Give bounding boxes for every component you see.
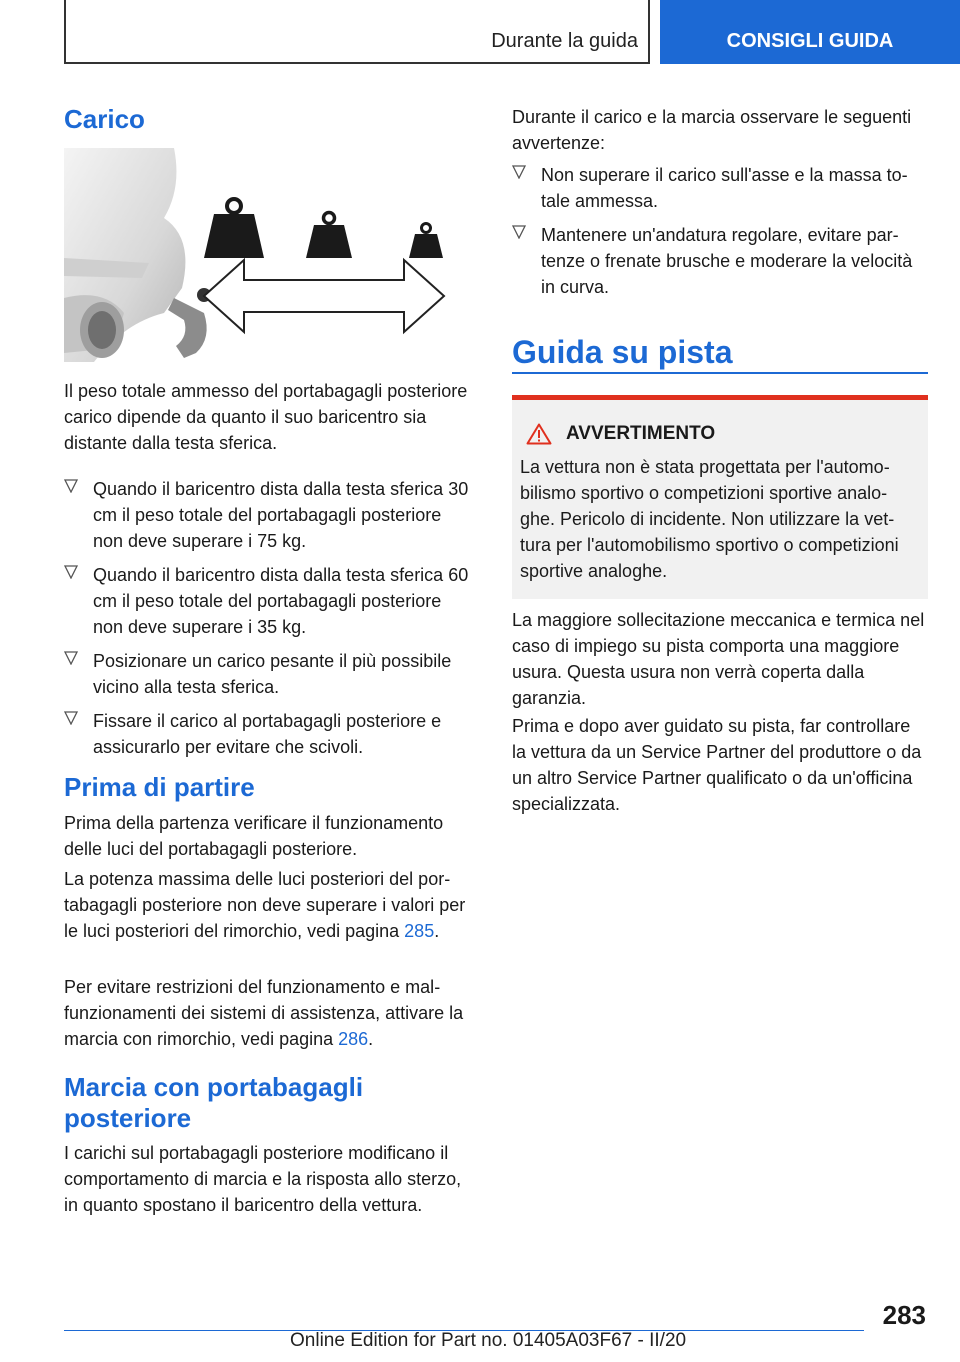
carico-heading: Carico [64, 104, 145, 134]
chapter-tab[interactable]: CONSIGLI GUIDA [660, 0, 960, 64]
page-link-285[interactable]: 285 [404, 921, 435, 941]
page-link-286[interactable]: 286 [338, 1029, 369, 1049]
warning-text: La vettura non è stata progettata per l'automobilismo sportivo o competizioni sportive analoghe. Pericolo di incidente. Non utilizzare la vettura per l'automobilismo sportivo o competizioni sportive analoghe. [520, 457, 899, 581]
pista-paragraph-1: La maggiore sollecitazione meccanica e termica nel caso di impiego su pista comporta una maggiore usura. Questa usura non verrà coperta dalla garanzia. [512, 610, 925, 708]
list-item: Fissare il carico al portabagagli posteriore e assicurarlo per evitare che scivoli. [64, 708, 476, 760]
footer-edition: Online Edition for Part no. 01405A03F67 - II/20 [290, 1330, 687, 1351]
right-list [512, 162, 928, 300]
warning-box [512, 395, 928, 599]
carico-intro: Il peso totale ammesso del portabagagli posteriore carico dipende da quanto il suo baricentro sia distante dalla testa sferica. [64, 381, 468, 453]
triangle-bullet-icon [64, 479, 78, 493]
list-item: Non superare il carico sull'asse e la massa totale ammessa. [512, 162, 928, 214]
prima-heading: Prima di partire [64, 772, 255, 802]
warning-title [520, 422, 916, 446]
marcia-paragraph: I carichi sul portabagagli posteriore modificano il comportamento di marcia e la risposta allo sterzo, in quanto spostano il baricentro della vettura. [64, 1143, 462, 1215]
prima-paragraph-2: La potenza massima delle luci posteriori del portabagagli posteriore non deve superare i valori per le luci posteriori del rimorchio, vedi pagina 285. [64, 869, 466, 941]
right-intro: Durante il carico e la marcia osservare le seguenti avvertenze: [512, 107, 912, 153]
prima-paragraph-3: Per evitare restrizioni del funzionamento e malfunzionamenti dei sistemi di assistenza, attivare la marcia con rimorchio, vedi pagina 286. [64, 977, 464, 1049]
pista-paragraph-2: Prima e dopo aver guidato su pista, far controllare la vettura da un Service Partner del produttore o da un altro Service Partner qualificato o da un'officina specializzata. [512, 716, 922, 814]
triangle-bullet-icon [64, 565, 78, 579]
heading-rule [512, 372, 928, 374]
triangle-bullet-icon [64, 711, 78, 725]
prima-paragraph-1: Prima della partenza verificare il funzionamento delle luci del portabagagli posteriore. [64, 813, 444, 859]
triangle-bullet-icon [512, 165, 526, 179]
warning-label: AVVERTIMENTO [566, 423, 716, 444]
load-distance-illustration [64, 148, 476, 362]
list-item: Posizionare un carico pesante il più possibile vicino alla testa sferica. [64, 648, 476, 700]
list-item: Quando il baricentro dista dalla testa sferica 30 cm il peso totale del portabagagli posteriore non deve superare i 75 kg. [64, 476, 476, 554]
pista-heading: Guida su pista [512, 334, 733, 370]
carico-list [64, 476, 476, 760]
list-item: Quando il baricentro dista dalla testa sferica 60 cm il peso totale del portabagagli posteriore non deve superare i 35 kg. [64, 562, 476, 640]
warning-triangle-icon [526, 423, 552, 445]
page-number: 283 [882, 1300, 926, 1330]
triangle-bullet-icon [64, 651, 78, 665]
triangle-bullet-icon [512, 225, 526, 239]
list-item: Mantenere un'andatura regolare, evitare partenze o frenate brusche e moderare la velocità in curva. [512, 222, 928, 300]
marcia-heading: Marcia con portabagagli posteriore [64, 1072, 364, 1133]
header-section-title: Durante la guida [491, 30, 638, 52]
